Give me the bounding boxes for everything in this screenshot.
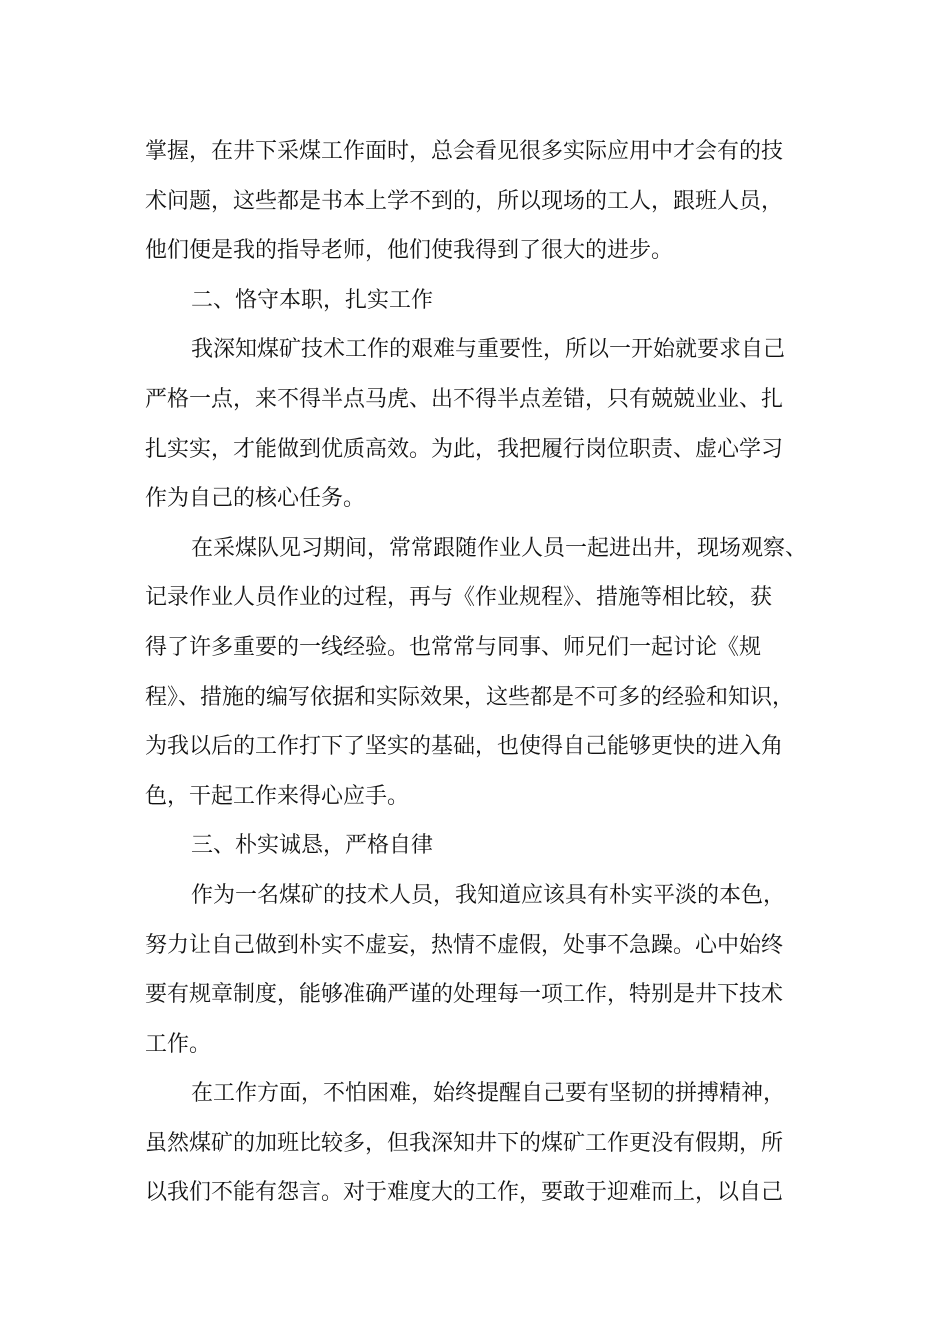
text-line: 在采煤队见习期间，常常跟随作业人员一起进出井，现场观察、 [191,535,808,561]
text-line: 程》、措施的编写依据和实际效果，这些都是不可多的经验和知识， [145,684,795,710]
text-line: 掌握，在井下采煤工作面时，总会看见很多实际应用中才会有的技 [145,139,784,164]
text-line: 严格一点，来不得半点马虎、出不得半点差错，只有兢兢业业、扎 [145,386,784,412]
text-line: 他们便是我的指导老师，他们使我得到了很大的进步。 [145,238,674,264]
text-line: 作为一名煤矿的技术人员，我知道应该具有朴实平淡的本色， [191,882,786,908]
body-text [145,127,845,1218]
text-line: 二、恪守本职，扎实工作 [191,287,434,313]
text-line: 工作。 [145,1031,212,1057]
text-line: 努力让自己做到朴实不虚妄，热情不虚假，处事不急躁。心中始终 [145,932,784,958]
text-line: 得了许多重要的一线经验。也常常与同事、师兄们一起讨论《规 [145,634,762,660]
text-line: 我深知煤矿技术工作的艰难与重要性，所以一开始就要求自己 [191,337,786,363]
text-line: 虽然煤矿的加班比较多，但我深知井下的煤矿工作更没有假期，所 [145,1130,784,1156]
text-line: 作为自己的核心任务。 [145,486,366,512]
text-line: 要有规章制度，能够准确严谨的处理每一项工作，特别是井下技术 [145,982,784,1008]
text-line: 扎实实，才能做到优质高效。为此，我把履行岗位职责、虚心学习 [145,436,784,462]
text-line: 以我们不能有怨言。对于难度大的工作，要敢于迎难而上，以自己 [145,1180,784,1206]
text-line: 色，干起工作来得心应手。 [145,783,410,809]
text-line: 为我以后的工作打下了坚实的基础，也使得自己能够更快的进入角 [145,734,784,760]
text-line: 三、朴实诚恳，严格自律 [191,833,434,859]
text-line: 记录作业人员作业的过程，再与《作业规程》、措施等相比较，获 [145,585,773,611]
text-line: 在工作方面，不怕困难，始终提醒自己要有坚韧的拼搏精神， [191,1081,786,1107]
text-line: 术问题，这些都是书本上学不到的，所以现场的工人，跟班人员， [145,188,784,214]
